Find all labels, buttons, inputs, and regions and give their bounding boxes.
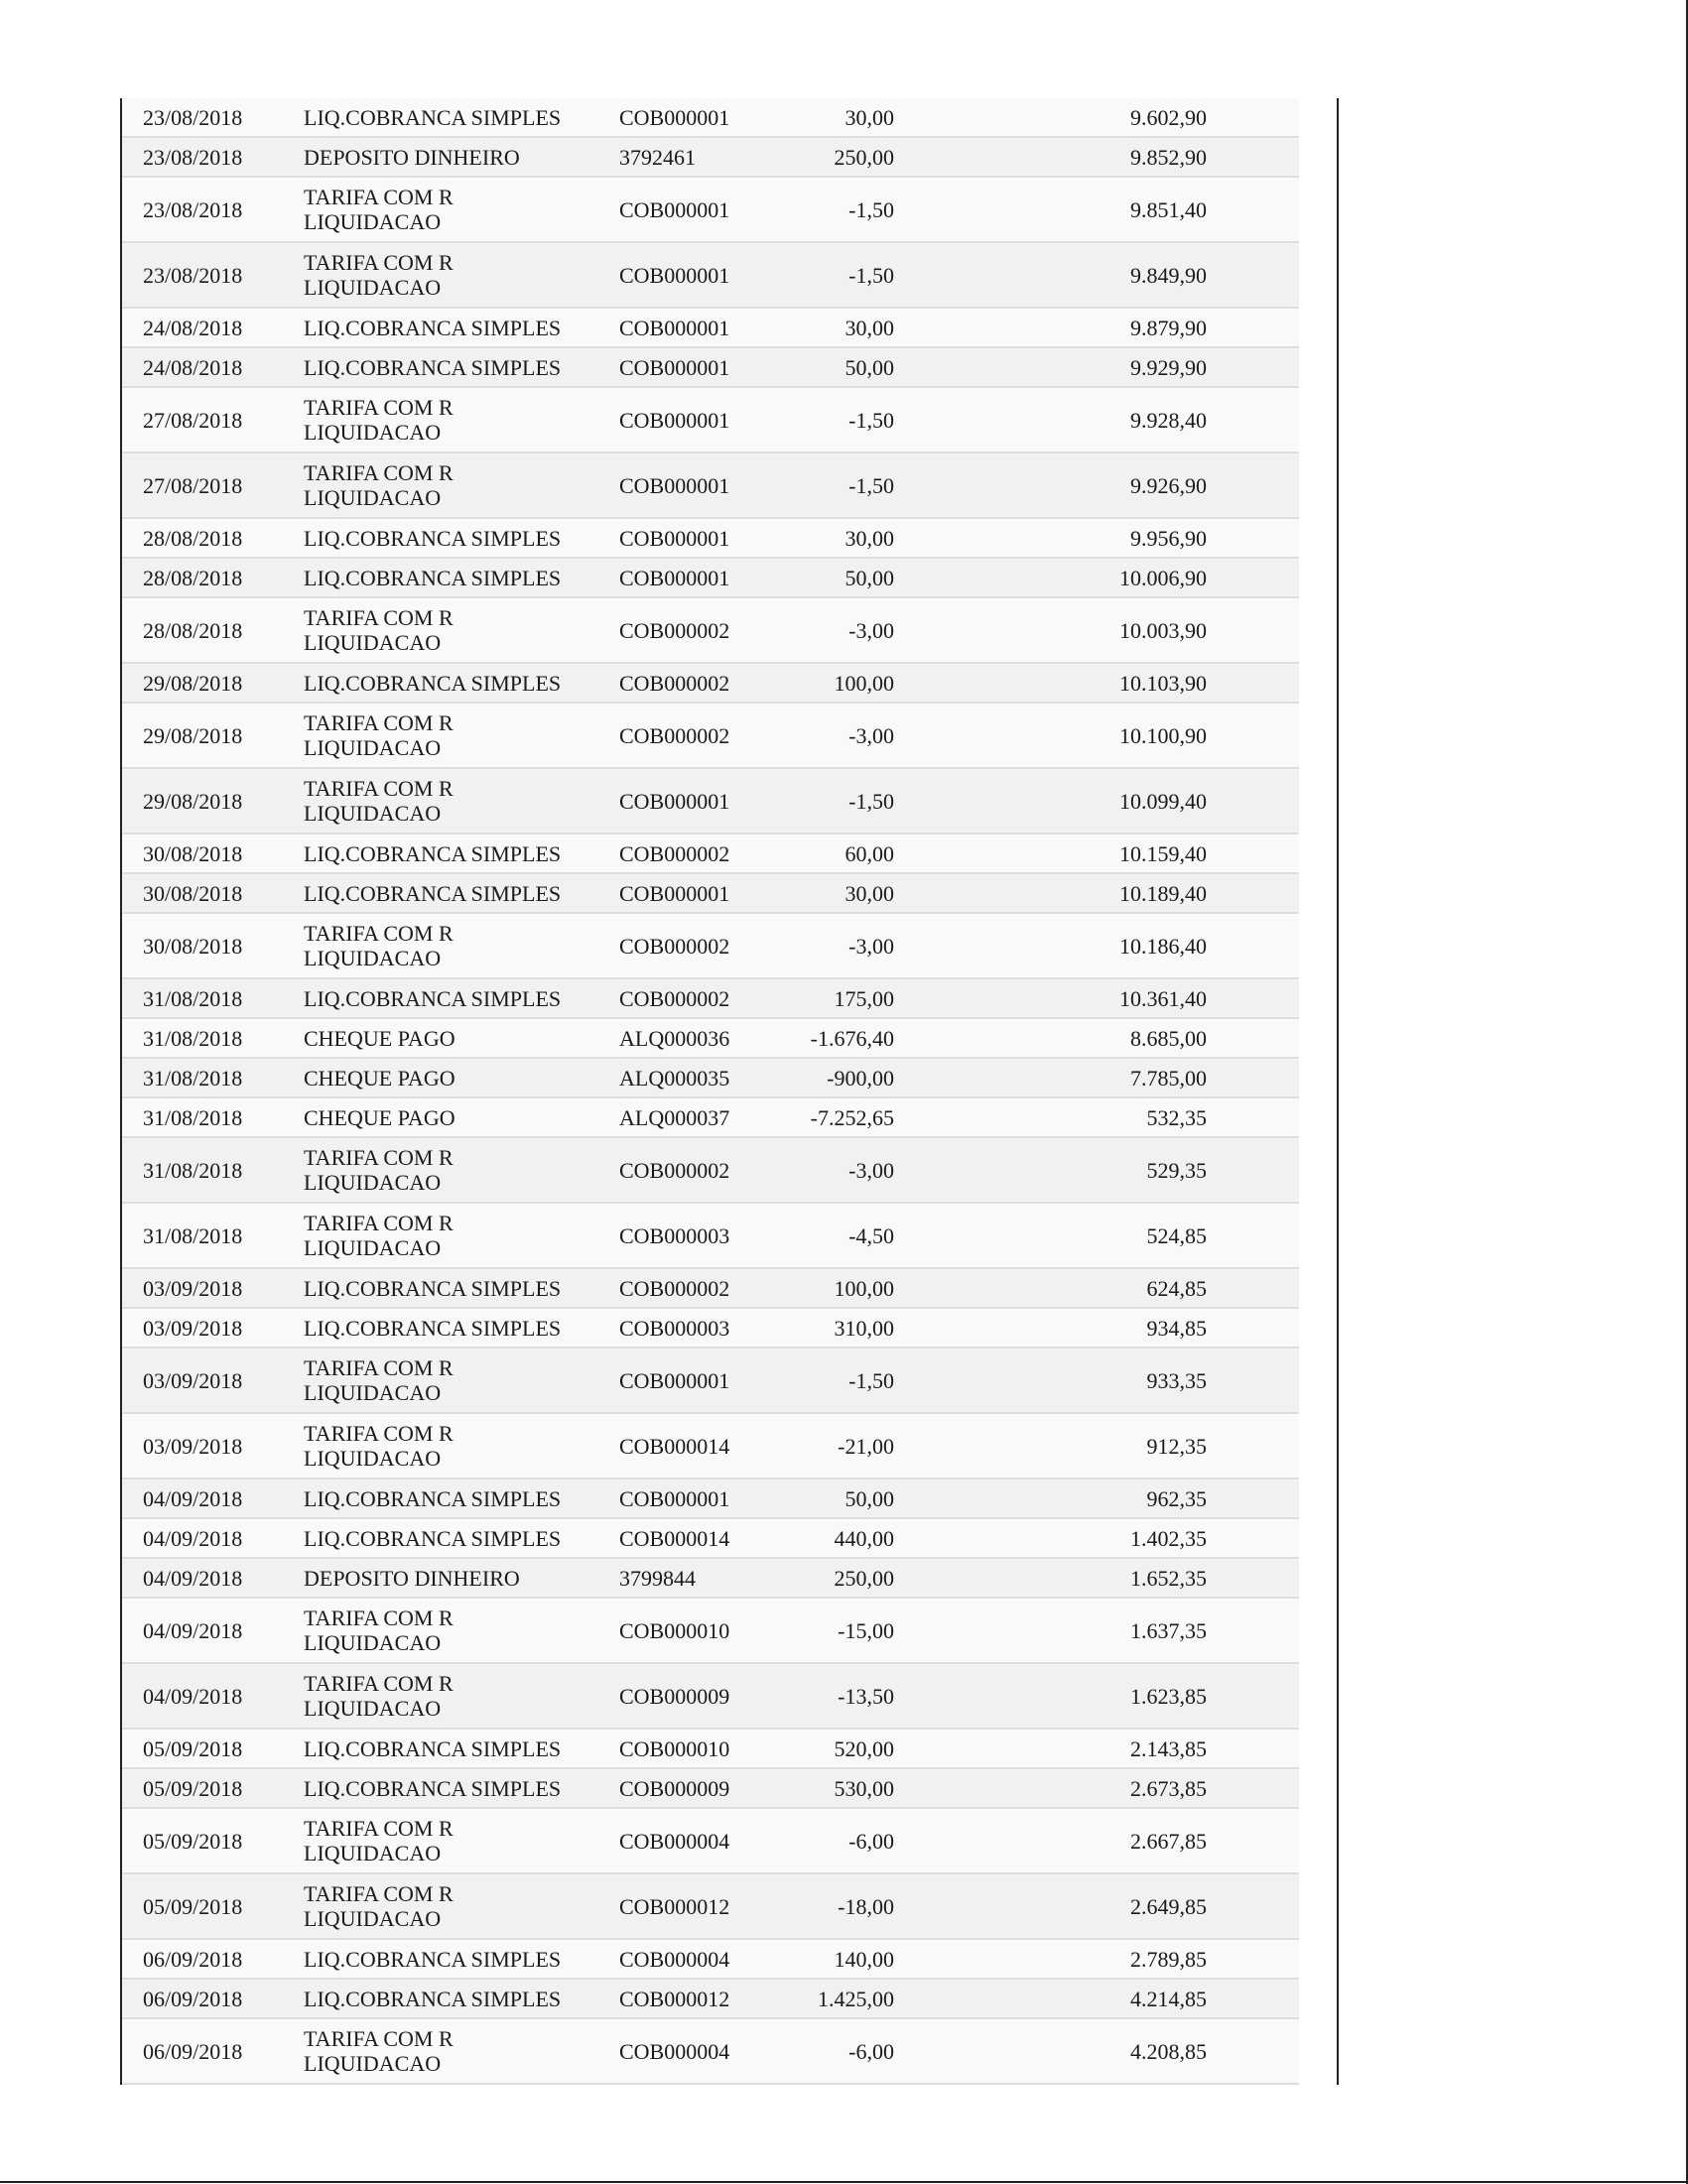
description-line: LIQUIDACAO bbox=[304, 801, 442, 826]
description-cell bbox=[284, 1348, 615, 1413]
balance-cell: 9.926,90 bbox=[894, 452, 1299, 518]
document-cell: COB000009 bbox=[615, 1663, 772, 1729]
date-cell: 05/09/2018 bbox=[122, 1729, 284, 1768]
date-cell: 24/08/2018 bbox=[122, 347, 284, 387]
table-row bbox=[122, 518, 1299, 558]
description-cell bbox=[284, 1729, 615, 1768]
description-line: TARIFA COM R bbox=[304, 1355, 454, 1380]
description-line: LIQ.COBRANCA SIMPLES bbox=[304, 1485, 562, 1511]
description-cell bbox=[284, 1308, 615, 1348]
amount-cell: 50,00 bbox=[772, 1478, 894, 1518]
amount-cell: 520,00 bbox=[772, 1729, 894, 1768]
date-cell: 03/09/2018 bbox=[122, 1348, 284, 1413]
balance-cell: 10.099,40 bbox=[894, 768, 1299, 834]
description-line: LIQ.COBRANCA SIMPLES bbox=[304, 1735, 562, 1761]
table-row bbox=[122, 98, 1299, 137]
date-cell: 06/09/2018 bbox=[122, 1979, 284, 2018]
description-line: LIQ.COBRANCA SIMPLES bbox=[304, 565, 562, 590]
date-cell: 05/09/2018 bbox=[122, 1768, 284, 1808]
document-cell: COB000002 bbox=[615, 597, 772, 663]
description-cell bbox=[284, 2018, 615, 2084]
amount-cell: -900,00 bbox=[772, 1058, 894, 1097]
description-cell bbox=[284, 1808, 615, 1873]
description-line: LIQUIDACAO bbox=[304, 420, 442, 445]
balance-cell: 10.361,40 bbox=[894, 978, 1299, 1018]
date-cell: 23/08/2018 bbox=[122, 242, 284, 308]
amount-cell: -7.252,65 bbox=[772, 1097, 894, 1137]
date-cell: 23/08/2018 bbox=[122, 177, 284, 242]
description-line: LIQUIDACAO bbox=[304, 1235, 442, 1260]
document-cell: COB000002 bbox=[615, 703, 772, 768]
table-row bbox=[122, 768, 1299, 834]
amount-cell: 530,00 bbox=[772, 1768, 894, 1808]
table-row bbox=[122, 873, 1299, 913]
description-cell bbox=[284, 177, 615, 242]
table-row bbox=[122, 1768, 1299, 1808]
document-cell: COB000010 bbox=[615, 1729, 772, 1768]
description-line: CHEQUE PAGO bbox=[304, 1104, 455, 1130]
amount-cell: 440,00 bbox=[772, 1518, 894, 1558]
table-row bbox=[122, 1979, 1299, 2018]
document-cell: COB000012 bbox=[615, 1979, 772, 2018]
table-row bbox=[122, 663, 1299, 703]
document-cell: COB000001 bbox=[615, 558, 772, 597]
document-cell: COB000001 bbox=[615, 177, 772, 242]
balance-cell: 1.652,35 bbox=[894, 1558, 1299, 1598]
description-line: DEPOSITO DINHEIRO bbox=[304, 1565, 520, 1591]
amount-cell: -1,50 bbox=[772, 177, 894, 242]
balance-cell: 2.673,85 bbox=[894, 1768, 1299, 1808]
document-cell: COB000001 bbox=[615, 452, 772, 518]
amount-cell: 50,00 bbox=[772, 558, 894, 597]
date-cell: 04/09/2018 bbox=[122, 1598, 284, 1663]
amount-cell: -1,50 bbox=[772, 768, 894, 834]
date-cell: 28/08/2018 bbox=[122, 518, 284, 558]
date-cell: 28/08/2018 bbox=[122, 597, 284, 663]
date-cell: 23/08/2018 bbox=[122, 137, 284, 177]
date-cell: 31/08/2018 bbox=[122, 1058, 284, 1097]
description-line: LIQ.COBRANCA SIMPLES bbox=[304, 1525, 562, 1551]
description-line: LIQUIDACAO bbox=[304, 1906, 442, 1931]
description-line: LIQUIDACAO bbox=[304, 209, 442, 234]
description-line: CHEQUE PAGO bbox=[304, 1065, 455, 1091]
table-row bbox=[122, 2018, 1299, 2084]
table-row bbox=[122, 1558, 1299, 1598]
document-cell: ALQ000036 bbox=[615, 1018, 772, 1058]
amount-cell: 30,00 bbox=[772, 98, 894, 137]
table-row bbox=[122, 913, 1299, 978]
document-cell: COB000004 bbox=[615, 1808, 772, 1873]
description-cell bbox=[284, 1663, 615, 1729]
transactions-body bbox=[122, 98, 1299, 2084]
description-cell bbox=[284, 1939, 615, 1979]
description-line: LIQ.COBRANCA SIMPLES bbox=[304, 354, 562, 380]
description-cell bbox=[284, 387, 615, 452]
table-row bbox=[122, 558, 1299, 597]
balance-cell: 10.186,40 bbox=[894, 913, 1299, 978]
date-cell: 04/09/2018 bbox=[122, 1558, 284, 1598]
document-cell: COB000001 bbox=[615, 242, 772, 308]
table-row bbox=[122, 137, 1299, 177]
balance-cell: 9.879,90 bbox=[894, 308, 1299, 347]
table-row bbox=[122, 1873, 1299, 1939]
table-row bbox=[122, 242, 1299, 308]
description-cell bbox=[284, 1478, 615, 1518]
description-cell bbox=[284, 98, 615, 137]
date-cell: 29/08/2018 bbox=[122, 663, 284, 703]
document-cell: ALQ000037 bbox=[615, 1097, 772, 1137]
date-cell: 04/09/2018 bbox=[122, 1518, 284, 1558]
document-cell: COB000001 bbox=[615, 518, 772, 558]
date-cell: 05/09/2018 bbox=[122, 1873, 284, 1939]
description-line: LIQUIDACAO bbox=[304, 946, 442, 970]
description-line: LIQ.COBRANCA SIMPLES bbox=[304, 840, 562, 866]
amount-cell: 250,00 bbox=[772, 1558, 894, 1598]
document-cell: ALQ000035 bbox=[615, 1058, 772, 1097]
amount-cell: 50,00 bbox=[772, 347, 894, 387]
document-cell: COB000002 bbox=[615, 663, 772, 703]
description-cell bbox=[284, 518, 615, 558]
balance-cell: 9.849,90 bbox=[894, 242, 1299, 308]
balance-cell: 4.214,85 bbox=[894, 1979, 1299, 2018]
balance-cell: 9.852,90 bbox=[894, 137, 1299, 177]
table-row bbox=[122, 597, 1299, 663]
balance-cell: 2.143,85 bbox=[894, 1729, 1299, 1768]
balance-cell: 9.929,90 bbox=[894, 347, 1299, 387]
table-row bbox=[122, 177, 1299, 242]
description-cell bbox=[284, 1203, 615, 1268]
date-cell: 27/08/2018 bbox=[122, 387, 284, 452]
amount-cell: -15,00 bbox=[772, 1598, 894, 1663]
balance-cell: 962,35 bbox=[894, 1478, 1299, 1518]
description-line: TARIFA COM R bbox=[304, 605, 454, 630]
table-row bbox=[122, 1308, 1299, 1348]
description-line: LIQUIDACAO bbox=[304, 630, 442, 655]
amount-cell: -6,00 bbox=[772, 2018, 894, 2084]
balance-cell: 2.667,85 bbox=[894, 1808, 1299, 1873]
description-cell bbox=[284, 1598, 615, 1663]
date-cell: 04/09/2018 bbox=[122, 1663, 284, 1729]
table-row bbox=[122, 308, 1299, 347]
amount-cell: -6,00 bbox=[772, 1808, 894, 1873]
amount-cell: 100,00 bbox=[772, 663, 894, 703]
amount-cell: 310,00 bbox=[772, 1308, 894, 1348]
document-cell: COB000001 bbox=[615, 347, 772, 387]
amount-cell: -1,50 bbox=[772, 1348, 894, 1413]
amount-cell: 30,00 bbox=[772, 518, 894, 558]
amount-cell: -1,50 bbox=[772, 242, 894, 308]
document-cell: COB000014 bbox=[615, 1518, 772, 1558]
date-cell: 31/08/2018 bbox=[122, 1137, 284, 1203]
amount-cell: -3,00 bbox=[772, 597, 894, 663]
description-cell bbox=[284, 452, 615, 518]
description-line: TARIFA COM R bbox=[304, 1145, 454, 1170]
balance-cell: 912,35 bbox=[894, 1413, 1299, 1478]
description-line: TARIFA COM R bbox=[304, 1606, 454, 1630]
description-line: LIQUIDACAO bbox=[304, 735, 442, 760]
table-row bbox=[122, 1729, 1299, 1768]
description-line: LIQ.COBRANCA SIMPLES bbox=[304, 1946, 562, 1972]
description-cell bbox=[284, 558, 615, 597]
description-cell bbox=[284, 1137, 615, 1203]
balance-cell: 934,85 bbox=[894, 1308, 1299, 1348]
balance-cell: 10.159,40 bbox=[894, 834, 1299, 873]
date-cell: 31/08/2018 bbox=[122, 1203, 284, 1268]
document-cell: COB000001 bbox=[615, 768, 772, 834]
description-line: TARIFA COM R bbox=[304, 460, 454, 485]
balance-cell: 1.402,35 bbox=[894, 1518, 1299, 1558]
table-row bbox=[122, 978, 1299, 1018]
document-cell: COB000014 bbox=[615, 1413, 772, 1478]
description-line: LIQUIDACAO bbox=[304, 2051, 442, 2076]
table-row bbox=[122, 1348, 1299, 1413]
date-cell: 05/09/2018 bbox=[122, 1808, 284, 1873]
date-cell: 31/08/2018 bbox=[122, 978, 284, 1018]
balance-cell: 933,35 bbox=[894, 1348, 1299, 1413]
description-cell bbox=[284, 663, 615, 703]
amount-cell: -3,00 bbox=[772, 703, 894, 768]
description-line: LIQ.COBRANCA SIMPLES bbox=[304, 1315, 562, 1341]
date-cell: 03/09/2018 bbox=[122, 1268, 284, 1308]
table-row bbox=[122, 1413, 1299, 1478]
date-cell: 28/08/2018 bbox=[122, 558, 284, 597]
description-line: TARIFA COM R bbox=[304, 1816, 454, 1841]
table-row bbox=[122, 387, 1299, 452]
description-cell bbox=[284, 703, 615, 768]
table-row bbox=[122, 1268, 1299, 1308]
date-cell: 03/09/2018 bbox=[122, 1413, 284, 1478]
document-cell: COB000002 bbox=[615, 978, 772, 1018]
balance-cell: 2.649,85 bbox=[894, 1873, 1299, 1939]
balance-cell: 524,85 bbox=[894, 1203, 1299, 1268]
balance-cell: 1.623,85 bbox=[894, 1663, 1299, 1729]
description-cell bbox=[284, 1268, 615, 1308]
description-line: LIQ.COBRANCA SIMPLES bbox=[304, 315, 562, 340]
description-cell bbox=[284, 1979, 615, 2018]
balance-cell: 10.006,90 bbox=[894, 558, 1299, 597]
document-cell: COB000001 bbox=[615, 873, 772, 913]
table-row bbox=[122, 452, 1299, 518]
description-line: LIQUIDACAO bbox=[304, 1446, 442, 1471]
document-cell: COB000012 bbox=[615, 1873, 772, 1939]
document-cell: COB000004 bbox=[615, 1939, 772, 1979]
document-cell: 3799844 bbox=[615, 1558, 772, 1598]
date-cell: 30/08/2018 bbox=[122, 913, 284, 978]
table-row bbox=[122, 703, 1299, 768]
date-cell: 03/09/2018 bbox=[122, 1308, 284, 1348]
date-cell: 27/08/2018 bbox=[122, 452, 284, 518]
description-cell bbox=[284, 873, 615, 913]
description-line: LIQUIDACAO bbox=[304, 275, 442, 300]
date-cell: 31/08/2018 bbox=[122, 1097, 284, 1137]
description-line: LIQ.COBRANCA SIMPLES bbox=[304, 670, 562, 696]
description-cell bbox=[284, 1768, 615, 1808]
amount-cell: 175,00 bbox=[772, 978, 894, 1018]
description-line: TARIFA COM R bbox=[304, 1881, 454, 1906]
description-line: TARIFA COM R bbox=[304, 710, 454, 735]
description-cell bbox=[284, 1413, 615, 1478]
description-cell bbox=[284, 1873, 615, 1939]
document-cell: COB000004 bbox=[615, 2018, 772, 2084]
balance-cell: 2.789,85 bbox=[894, 1939, 1299, 1979]
description-line: DEPOSITO DINHEIRO bbox=[304, 144, 520, 170]
description-line: LIQUIDACAO bbox=[304, 1696, 442, 1721]
description-line: TARIFA COM R bbox=[304, 250, 454, 275]
description-cell bbox=[284, 597, 615, 663]
description-cell bbox=[284, 913, 615, 978]
description-line: LIQ.COBRANCA SIMPLES bbox=[304, 1775, 562, 1801]
amount-cell: 100,00 bbox=[772, 1268, 894, 1308]
description-line: TARIFA COM R bbox=[304, 1421, 454, 1446]
description-cell bbox=[284, 978, 615, 1018]
date-cell: 30/08/2018 bbox=[122, 834, 284, 873]
description-line: CHEQUE PAGO bbox=[304, 1025, 455, 1051]
balance-cell: 624,85 bbox=[894, 1268, 1299, 1308]
date-cell: 24/08/2018 bbox=[122, 308, 284, 347]
description-cell bbox=[284, 1558, 615, 1598]
balance-cell: 9.956,90 bbox=[894, 518, 1299, 558]
document-cell: COB000002 bbox=[615, 834, 772, 873]
description-line: TARIFA COM R bbox=[304, 2026, 454, 2051]
table-row bbox=[122, 1203, 1299, 1268]
description-line: LIQ.COBRANCA SIMPLES bbox=[304, 985, 562, 1011]
document-cell: COB000002 bbox=[615, 1268, 772, 1308]
table-row bbox=[122, 1137, 1299, 1203]
description-cell bbox=[284, 308, 615, 347]
description-cell bbox=[284, 242, 615, 308]
table-row bbox=[122, 834, 1299, 873]
description-cell bbox=[284, 1058, 615, 1097]
table-row bbox=[122, 1518, 1299, 1558]
description-cell bbox=[284, 137, 615, 177]
balance-cell: 529,35 bbox=[894, 1137, 1299, 1203]
amount-cell: -21,00 bbox=[772, 1413, 894, 1478]
document-cell: COB000001 bbox=[615, 308, 772, 347]
document-cell: COB000001 bbox=[615, 98, 772, 137]
date-cell: 30/08/2018 bbox=[122, 873, 284, 913]
table-row bbox=[122, 1478, 1299, 1518]
date-cell: 29/08/2018 bbox=[122, 703, 284, 768]
document-cell: COB000009 bbox=[615, 1768, 772, 1808]
description-cell bbox=[284, 1097, 615, 1137]
description-line: TARIFA COM R bbox=[304, 185, 454, 209]
transactions-table bbox=[122, 98, 1299, 2085]
description-line: LIQ.COBRANCA SIMPLES bbox=[304, 880, 562, 906]
description-line: LIQUIDACAO bbox=[304, 485, 442, 510]
amount-cell: -3,00 bbox=[772, 1137, 894, 1203]
balance-cell: 9.851,40 bbox=[894, 177, 1299, 242]
amount-cell: 1.425,00 bbox=[772, 1979, 894, 2018]
date-cell: 31/08/2018 bbox=[122, 1018, 284, 1058]
balance-cell: 1.637,35 bbox=[894, 1598, 1299, 1663]
balance-cell: 7.785,00 bbox=[894, 1058, 1299, 1097]
amount-cell: 140,00 bbox=[772, 1939, 894, 1979]
balance-cell: 10.003,90 bbox=[894, 597, 1299, 663]
table-row bbox=[122, 1939, 1299, 1979]
amount-cell: -3,00 bbox=[772, 913, 894, 978]
date-cell: 29/08/2018 bbox=[122, 768, 284, 834]
balance-cell: 8.685,00 bbox=[894, 1018, 1299, 1058]
description-line: TARIFA COM R bbox=[304, 1671, 454, 1696]
document-cell: 3792461 bbox=[615, 137, 772, 177]
page-border-bottom bbox=[0, 2181, 1688, 2183]
statement-table-frame bbox=[120, 98, 1339, 2085]
amount-cell: -4,50 bbox=[772, 1203, 894, 1268]
description-line: LIQ.COBRANCA SIMPLES bbox=[304, 1986, 562, 2011]
description-line: LIQ.COBRANCA SIMPLES bbox=[304, 525, 562, 551]
date-cell: 06/09/2018 bbox=[122, 2018, 284, 2084]
document-cell: COB000002 bbox=[615, 1137, 772, 1203]
amount-cell: 60,00 bbox=[772, 834, 894, 873]
balance-cell: 10.100,90 bbox=[894, 703, 1299, 768]
amount-cell: -1,50 bbox=[772, 452, 894, 518]
document-cell: COB000010 bbox=[615, 1598, 772, 1663]
date-cell: 06/09/2018 bbox=[122, 1939, 284, 1979]
description-line: LIQUIDACAO bbox=[304, 1630, 442, 1655]
balance-cell: 4.208,85 bbox=[894, 2018, 1299, 2084]
date-cell: 04/09/2018 bbox=[122, 1478, 284, 1518]
table-row bbox=[122, 1663, 1299, 1729]
table-row bbox=[122, 1018, 1299, 1058]
balance-cell: 9.602,90 bbox=[894, 98, 1299, 137]
description-cell bbox=[284, 347, 615, 387]
amount-cell: -1.676,40 bbox=[772, 1018, 894, 1058]
document-cell: COB000001 bbox=[615, 1348, 772, 1413]
document-cell: COB000002 bbox=[615, 913, 772, 978]
document-cell: COB000001 bbox=[615, 387, 772, 452]
description-line: TARIFA COM R bbox=[304, 776, 454, 801]
amount-cell: 250,00 bbox=[772, 137, 894, 177]
description-line: TARIFA COM R bbox=[304, 395, 454, 420]
table-row bbox=[122, 1598, 1299, 1663]
balance-cell: 10.189,40 bbox=[894, 873, 1299, 913]
table-row bbox=[122, 1097, 1299, 1137]
description-cell bbox=[284, 768, 615, 834]
table-row bbox=[122, 1058, 1299, 1097]
description-line: LIQUIDACAO bbox=[304, 1170, 442, 1195]
description-line: LIQUIDACAO bbox=[304, 1380, 442, 1405]
table-row bbox=[122, 347, 1299, 387]
description-line: TARIFA COM R bbox=[304, 1211, 454, 1235]
table-row bbox=[122, 1808, 1299, 1873]
description-line: TARIFA COM R bbox=[304, 921, 454, 946]
balance-cell: 9.928,40 bbox=[894, 387, 1299, 452]
description-line: LIQUIDACAO bbox=[304, 1841, 442, 1865]
amount-cell: 30,00 bbox=[772, 873, 894, 913]
amount-cell: 30,00 bbox=[772, 308, 894, 347]
document-cell: COB000003 bbox=[615, 1203, 772, 1268]
balance-cell: 532,35 bbox=[894, 1097, 1299, 1137]
document-cell: COB000003 bbox=[615, 1308, 772, 1348]
description-line: LIQ.COBRANCA SIMPLES bbox=[304, 104, 562, 130]
date-cell: 23/08/2018 bbox=[122, 98, 284, 137]
description-cell bbox=[284, 1018, 615, 1058]
document-cell: COB000001 bbox=[615, 1478, 772, 1518]
description-cell bbox=[284, 1518, 615, 1558]
amount-cell: -18,00 bbox=[772, 1873, 894, 1939]
description-line: LIQ.COBRANCA SIMPLES bbox=[304, 1275, 562, 1301]
amount-cell: -13,50 bbox=[772, 1663, 894, 1729]
balance-cell: 10.103,90 bbox=[894, 663, 1299, 703]
amount-cell: -1,50 bbox=[772, 387, 894, 452]
description-cell bbox=[284, 834, 615, 873]
